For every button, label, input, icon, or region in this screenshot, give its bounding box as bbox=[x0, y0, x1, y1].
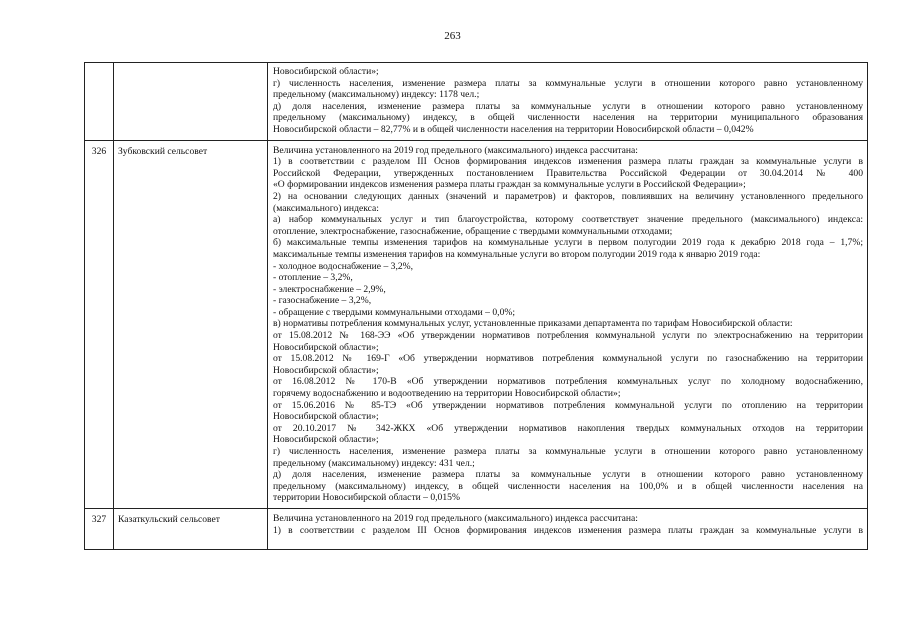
description-line: от 15.08.2012 № 169-Г «Об утверждении нормативов потребления коммунальной услуги по газоснабжению на территории bbox=[273, 353, 863, 365]
description-line: а) набор коммунальных услуг и тип благоустройства, которому соответствует значение предельного (максимального) индекса: bbox=[273, 214, 863, 226]
description-line: предельному (максимальному) индексу, в общей численности населения на 100,0% и в общей численности населения на bbox=[273, 480, 863, 492]
description-line: д) доля населения, изменение размера платы за коммунальные услуги в отношении которого равно установленному bbox=[273, 100, 863, 112]
index-description-cell bbox=[268, 140, 868, 508]
description-line: предельному (максимальному) индексу: 431 чел.; bbox=[273, 457, 475, 469]
description-line: Новосибирской области»; bbox=[273, 434, 379, 446]
description-line: от 15.06.2016 № 85-ТЭ «Об утверждении нормативов потребления коммунальной услуги по отоплению на территории bbox=[273, 399, 863, 411]
description-line: горячему водоснабжению и водоотведению на территории Новосибирской области»; bbox=[273, 388, 621, 400]
description-line: территории Новосибирской области – 0,015% bbox=[273, 492, 460, 504]
description-line: 1) в соответствии с разделом III Основ формирования индексов изменения размера платы граждан за коммунальные услуги в bbox=[273, 156, 863, 168]
description-line: 2) на основании следующих данных (значений и параметров) и факторов, повлиявших на величину установленного предельного bbox=[273, 190, 863, 202]
description-line: Новосибирской области – 82,77% и в общей численности населения на территории Новосибирской области – 0,042% bbox=[273, 123, 754, 135]
row-number-cell bbox=[85, 508, 114, 549]
description-line: Российской Федерации, утвержденных постановлением Правительства Российской Федерации от 30.04.2014 № 400 bbox=[273, 167, 863, 179]
description-line: в) нормативы потребления коммунальных услуг, установленные приказами департамента по тарифам Новосибирской области: bbox=[273, 318, 793, 330]
description-line: г) численность населения, изменение размера платы за коммунальные услуги в отношении которого равно установленному bbox=[273, 77, 863, 89]
description-line: 1) в соответствии с разделом III Основ формирования индексов изменения размера платы граждан за коммунальные услуги в bbox=[273, 524, 863, 536]
description-line: - отопление – 3,2%, bbox=[273, 272, 353, 284]
row-number bbox=[85, 63, 113, 68]
description-line: предельному (максимальному) индексу: 1178 чел.; bbox=[273, 89, 480, 101]
row-number-cell bbox=[85, 63, 114, 141]
description-line: от 15.08.2012 № 168-ЭЭ «Об утверждении нормативов потребления коммунальной услуги по электроснабжению на территории bbox=[273, 330, 863, 342]
table-row bbox=[85, 140, 868, 508]
municipality-name-cell bbox=[114, 63, 268, 141]
description-line: максимальные темпы изменения тарифов на коммунальные услуги во втором полугодии 2019 года к январю 2019 года: bbox=[273, 248, 761, 260]
row-number: 326 bbox=[91, 145, 107, 157]
description-line: предельному (максимальному) индексу, в общей численности населения на территории муниципального образования bbox=[273, 112, 863, 124]
description-line: Величина установленного на 2019 год предельного (максимального) индекса рассчитана: bbox=[273, 144, 638, 156]
description-line: б) максимальные темпы изменения тарифов на коммунальные услуги в первом полугодии 2019 года к декабрю 2018 года – 1,7%; bbox=[273, 237, 863, 249]
description-line: г) численность населения, изменение размера платы за коммунальные услуги в отношении которого равно установленному bbox=[273, 446, 863, 457]
description-line: «О формировании индексов изменения размера платы граждан за коммунальные услуги в Российской Федерации»; bbox=[273, 179, 746, 191]
tariff-index-table bbox=[84, 62, 868, 550]
description-line: - газоснабжение – 3,2%, bbox=[273, 295, 372, 307]
municipality-name: Казаткульский сельсовет bbox=[118, 513, 220, 525]
description-line: от 20.10.2017 № 342-ЖКХ «Об утверждении нормативов накопления твердых коммунальных отходов на территории bbox=[273, 422, 863, 434]
index-description-cell bbox=[268, 63, 868, 141]
description-line: д) доля населения, изменение размера платы за коммунальные услуги в отношении которого равно установленному bbox=[273, 469, 863, 481]
row-number: 327 bbox=[91, 513, 107, 525]
municipality-name: Зубковский сельсовет bbox=[118, 145, 208, 157]
table-row bbox=[85, 508, 868, 549]
description-line: Новосибирской области»; bbox=[273, 66, 379, 77]
table-row bbox=[85, 63, 868, 141]
description-line: от 16.08.2012 № 170-В «Об утверждении нормативов потребления коммунальных услуг по холодному водоснабжению, bbox=[273, 376, 863, 388]
description-line: отопление, электроснабжение, газоснабжение, обращение с твердыми коммунальными отходами; bbox=[273, 225, 673, 237]
municipality-name bbox=[114, 63, 267, 68]
index-description-cell bbox=[268, 508, 868, 549]
description-line: Новосибирской области»; bbox=[273, 341, 379, 353]
municipality-name-cell bbox=[114, 508, 268, 549]
municipality-name-cell bbox=[114, 140, 268, 508]
page-number: 263 bbox=[444, 30, 461, 42]
description-line: - электроснабжение – 2,9%, bbox=[273, 283, 386, 295]
description-line: Новосибирской области»; bbox=[273, 411, 379, 423]
row-number-cell bbox=[85, 140, 114, 508]
description-line: - холодное водоснабжение – 3,2%, bbox=[273, 260, 414, 272]
description-line: (максимального) индекса: bbox=[273, 202, 379, 214]
description-line: Новосибирской области»; bbox=[273, 364, 379, 376]
description-line: - обращение с твердыми коммунальными отходами – 0,0%; bbox=[273, 306, 516, 318]
description-line: Величина установленного на 2019 год предельного (максимального) индекса рассчитана: bbox=[273, 512, 638, 524]
